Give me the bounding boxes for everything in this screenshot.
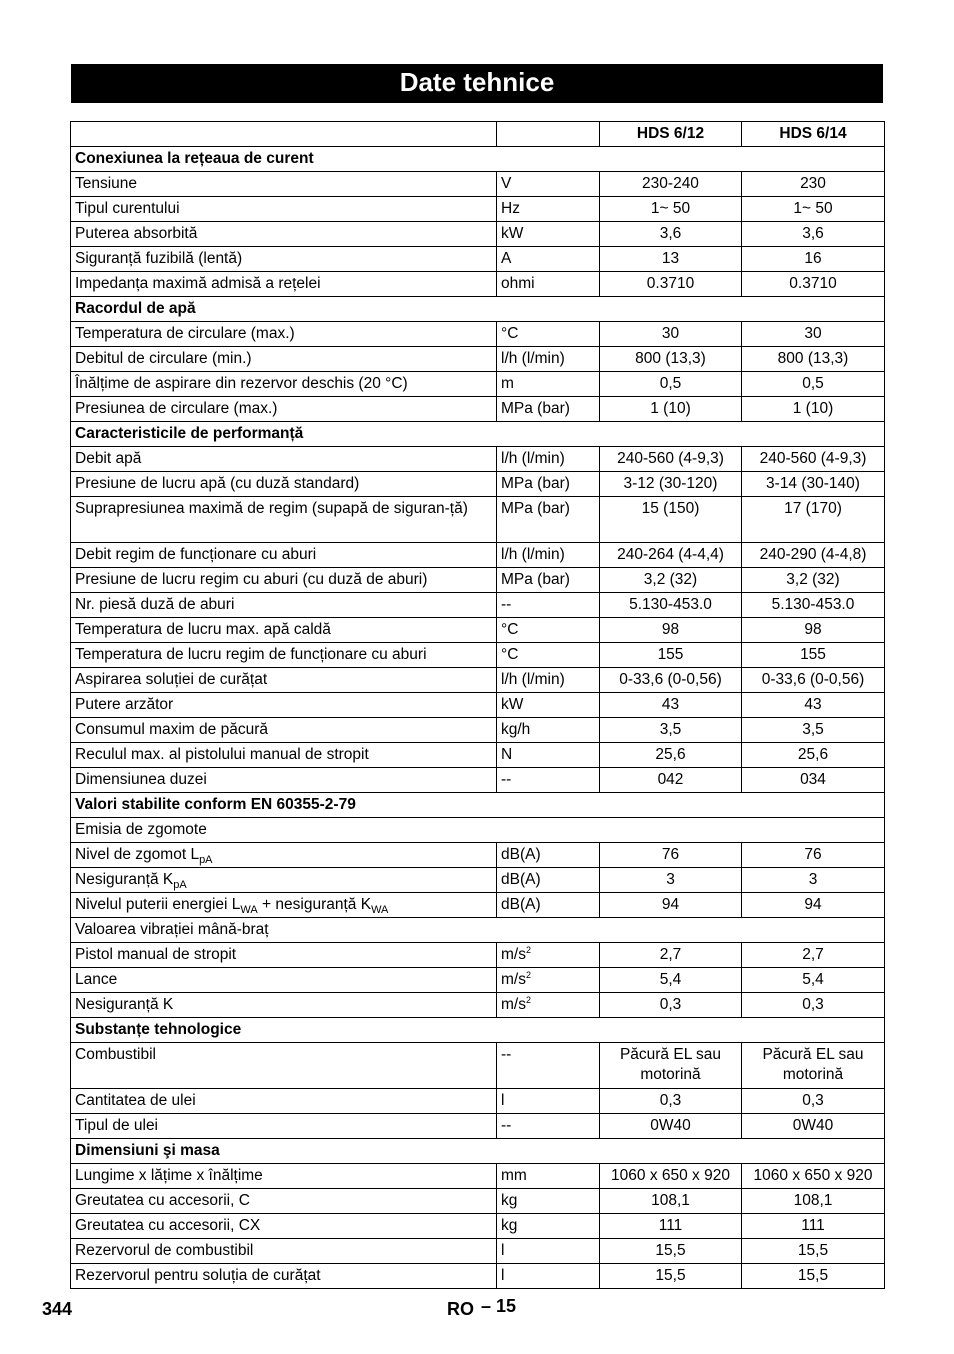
table-row <box>71 447 885 472</box>
parameter-name <box>71 868 497 893</box>
unit-label: °C <box>501 621 519 638</box>
section-title: Caracteristicile de performanță <box>71 422 885 447</box>
unit-cell <box>497 247 600 272</box>
value-hds-6-12: 240-560 (4-9,3) <box>600 447 742 472</box>
value-hds-6-14: 16 <box>742 247 885 272</box>
unit-label: kg <box>501 1192 518 1209</box>
unit-superscript: 2 <box>525 995 531 1005</box>
value-hds-6-12: 240-264 (4-4,4) <box>600 543 742 568</box>
value-hds-6-14: 0,3 <box>742 1089 885 1114</box>
parameter-label: Tensiune <box>75 175 138 192</box>
parameter-name <box>71 247 497 272</box>
value-hds-6-14: 034 <box>742 768 885 793</box>
parameter-name <box>71 1239 497 1264</box>
unit-cell <box>497 718 600 743</box>
unit-cell <box>497 768 600 793</box>
value-hds-6-14: 0W40 <box>742 1114 885 1139</box>
unit-label: -- <box>501 1117 512 1134</box>
unit-cell <box>497 543 600 568</box>
unit-label: °C <box>501 325 519 342</box>
table-row <box>71 993 885 1018</box>
parameter-name <box>71 1089 497 1114</box>
section-header-row <box>71 147 885 172</box>
parameter-label: Presiune de lucru apă (cu duză standard) <box>75 475 360 492</box>
table-row <box>71 1264 885 1289</box>
table-row <box>71 843 885 868</box>
value-hds-6-14: 5,4 <box>742 968 885 993</box>
table-row <box>71 472 885 497</box>
parameter-label: Reculul max. al pistolului manual de stropit <box>75 746 369 763</box>
parameter-name <box>71 593 497 618</box>
value-hds-6-12: 0,3 <box>600 1089 742 1114</box>
table-row <box>71 1043 885 1089</box>
parameter-name <box>71 497 497 543</box>
table-row <box>71 1089 885 1114</box>
unit-label: m/s <box>501 971 526 988</box>
table-row <box>71 197 885 222</box>
value-hds-6-12: 5.130-453.0 <box>600 593 742 618</box>
parameter-subscript: WA <box>240 904 258 916</box>
unit-label: MPa (bar) <box>501 571 570 588</box>
value-hds-6-14: 1~ 50 <box>742 197 885 222</box>
section-header-row <box>71 793 885 818</box>
parameter-label: Impedanța maximă admisă a rețelei <box>75 275 321 292</box>
unit-cell <box>497 993 600 1018</box>
parameter-name <box>71 768 497 793</box>
unit-cell <box>497 568 600 593</box>
parameter-label: Temperatura de circulare (max.) <box>75 325 295 342</box>
unit-label: Hz <box>501 200 520 217</box>
value-hds-6-14: 76 <box>742 843 885 868</box>
section-header-row <box>71 1139 885 1164</box>
table-row <box>71 743 885 768</box>
value-hds-6-12: 0.3710 <box>600 272 742 297</box>
parameter-name <box>71 843 497 868</box>
value-hds-6-12: 1 (10) <box>600 397 742 422</box>
parameter-name <box>71 693 497 718</box>
parameter-name <box>71 197 497 222</box>
unit-label: -- <box>501 1046 512 1063</box>
value-hds-6-14: 3,2 (32) <box>742 568 885 593</box>
value-hds-6-12: 76 <box>600 843 742 868</box>
table-row <box>71 247 885 272</box>
unit-label: m/s <box>501 996 526 1013</box>
value-hds-6-14: 3,6 <box>742 222 885 247</box>
value-hds-6-14: Păcură EL sau motorină <box>742 1043 885 1089</box>
value-hds-6-12: 108,1 <box>600 1189 742 1214</box>
header-model-hds-6-12: HDS 6/12 <box>600 122 742 147</box>
unit-cell <box>497 643 600 668</box>
parameter-label: Debit apă <box>75 450 142 467</box>
unit-cell <box>497 693 600 718</box>
value-hds-6-14: 0,5 <box>742 372 885 397</box>
value-hds-6-12: 15,5 <box>600 1264 742 1289</box>
value-hds-6-12: 0,5 <box>600 372 742 397</box>
table-row <box>71 768 885 793</box>
table-row <box>71 618 885 643</box>
table-row <box>71 497 885 543</box>
unit-cell <box>497 843 600 868</box>
parameter-name <box>71 1214 497 1239</box>
section-page-number: – 15 <box>481 1296 517 1316</box>
parameter-name <box>71 222 497 247</box>
parameter-label: Aspirarea soluției de curățat <box>75 671 268 688</box>
unit-label: -- <box>501 596 512 613</box>
unit-label: l <box>501 1092 505 1109</box>
unit-label: °C <box>501 646 519 663</box>
section-header-row <box>71 422 885 447</box>
unit-superscript: 2 <box>525 970 531 980</box>
parameter-name <box>71 718 497 743</box>
parameter-label-cont: + nesiguranță K <box>257 896 372 913</box>
parameter-name <box>71 993 497 1018</box>
parameter-name <box>71 272 497 297</box>
unit-cell <box>497 868 600 893</box>
section-header-row <box>71 297 885 322</box>
unit-cell <box>497 1089 600 1114</box>
parameter-label: Consumul maxim de păcură <box>75 721 268 738</box>
section-title: Dimensiuni şi masa <box>71 1139 885 1164</box>
unit-label: A <box>501 250 512 267</box>
value-hds-6-14: 230 <box>742 172 885 197</box>
unit-cell <box>497 322 600 347</box>
subsection-title: Emisia de zgomote <box>71 818 885 843</box>
value-hds-6-12: 94 <box>600 893 742 918</box>
table-row <box>71 668 885 693</box>
parameter-name <box>71 743 497 768</box>
value-hds-6-12: 3,6 <box>600 222 742 247</box>
unit-label: kW <box>501 225 524 242</box>
unit-cell <box>497 618 600 643</box>
table-row <box>71 893 885 918</box>
parameter-label: Înălțime de aspirare din rezervor deschis (20 °C) <box>75 375 408 392</box>
table-row <box>71 1214 885 1239</box>
unit-cell <box>497 222 600 247</box>
unit-cell <box>497 1189 600 1214</box>
unit-label: ohmi <box>501 275 535 292</box>
unit-label: -- <box>501 771 512 788</box>
parameter-label: Rezervorul pentru soluția de curățat <box>75 1267 321 1284</box>
parameter-label: Combustibil <box>75 1046 156 1063</box>
value-hds-6-14: 3-14 (30-140) <box>742 472 885 497</box>
page-number: 344 <box>42 1299 73 1319</box>
parameter-name <box>71 893 497 918</box>
value-hds-6-12: 25,6 <box>600 743 742 768</box>
unit-cell <box>497 1239 600 1264</box>
table-row <box>71 347 885 372</box>
unit-label: l <box>501 1242 505 1259</box>
table-row <box>71 593 885 618</box>
unit-cell <box>497 347 600 372</box>
value-hds-6-14: 15,5 <box>742 1264 885 1289</box>
table-row <box>71 643 885 668</box>
parameter-name <box>71 372 497 397</box>
parameter-label: Nr. piesă duză de aburi <box>75 596 235 613</box>
value-hds-6-14: 1 (10) <box>742 397 885 422</box>
value-hds-6-14: 108,1 <box>742 1189 885 1214</box>
table-row <box>71 372 885 397</box>
parameter-label: Nesiguranță K <box>75 871 174 888</box>
header-model-hds-6-14: HDS 6/14 <box>742 122 885 147</box>
parameter-label: Suprapresiunea maximă de regim (supapă de siguran-ță) <box>75 500 468 517</box>
value-hds-6-12: 800 (13,3) <box>600 347 742 372</box>
table-row <box>71 868 885 893</box>
table-row <box>71 1239 885 1264</box>
section-title: Valori stabilite conform EN 60355-2-79 <box>71 793 885 818</box>
unit-label: MPa (bar) <box>501 475 570 492</box>
parameter-label: Temperatura de lucru regim de funcționare cu aburi <box>75 646 427 663</box>
parameter-label: Lance <box>75 971 118 988</box>
parameter-label: Presiunea de circulare (max.) <box>75 400 278 417</box>
parameter-label: Debit regim de funcționare cu aburi <box>75 546 317 563</box>
unit-label: kW <box>501 696 524 713</box>
parameter-name <box>71 543 497 568</box>
section-title: Substanțe tehnologice <box>71 1018 885 1043</box>
table-header-row <box>71 122 885 147</box>
value-hds-6-14: 15,5 <box>742 1239 885 1264</box>
header-unit-cell <box>497 122 600 147</box>
value-hds-6-14: 155 <box>742 643 885 668</box>
parameter-label: Lungime x lățime x înălțime <box>75 1167 263 1184</box>
language-code: RO <box>447 1299 474 1319</box>
subsection-title: Valoarea vibrației mână-braț <box>71 918 885 943</box>
value-hds-6-12: 3-12 (30-120) <box>600 472 742 497</box>
parameter-name <box>71 968 497 993</box>
table-row <box>71 272 885 297</box>
parameter-name <box>71 322 497 347</box>
section-header-row <box>71 1018 885 1043</box>
table-row <box>71 718 885 743</box>
value-hds-6-14: 111 <box>742 1214 885 1239</box>
parameter-name <box>71 568 497 593</box>
parameter-name <box>71 1164 497 1189</box>
unit-label: kg/h <box>501 721 531 738</box>
unit-label: dB(A) <box>501 871 541 888</box>
parameter-label: Pistol manual de stropit <box>75 946 237 963</box>
unit-cell <box>497 497 600 543</box>
value-hds-6-12: 15,5 <box>600 1239 742 1264</box>
unit-cell <box>497 1114 600 1139</box>
value-hds-6-12: 042 <box>600 768 742 793</box>
unit-label: m/s <box>501 946 526 963</box>
value-hds-6-14: 98 <box>742 618 885 643</box>
unit-label: dB(A) <box>501 896 541 913</box>
value-hds-6-14: 240-290 (4-4,8) <box>742 543 885 568</box>
value-hds-6-14: 5.130-453.0 <box>742 593 885 618</box>
parameter-label: Greutatea cu accesorii, CX <box>75 1217 261 1234</box>
parameter-name <box>71 447 497 472</box>
value-hds-6-12: 230-240 <box>600 172 742 197</box>
technical-data-table <box>70 121 885 1289</box>
unit-cell <box>497 447 600 472</box>
parameter-name <box>71 347 497 372</box>
value-hds-6-14: 2,7 <box>742 943 885 968</box>
value-hds-6-12: 15 (150) <box>600 497 742 543</box>
table-row <box>71 172 885 197</box>
parameter-name <box>71 1114 497 1139</box>
value-hds-6-12: 1~ 50 <box>600 197 742 222</box>
parameter-label: Cantitatea de ulei <box>75 1092 196 1109</box>
unit-label: mm <box>501 1167 527 1184</box>
unit-cell <box>497 968 600 993</box>
parameter-subscript: WA <box>371 904 389 916</box>
unit-label: l/h (l/min) <box>501 546 565 563</box>
unit-cell <box>497 1214 600 1239</box>
unit-cell <box>497 943 600 968</box>
unit-cell <box>497 1043 600 1089</box>
unit-cell <box>497 743 600 768</box>
parameter-label: Tipul de ulei <box>75 1117 159 1134</box>
value-hds-6-12: 3 <box>600 868 742 893</box>
value-hds-6-14: 240-560 (4-9,3) <box>742 447 885 472</box>
page-title: Date tehnice <box>71 64 883 103</box>
unit-cell <box>497 172 600 197</box>
value-hds-6-12: Păcură EL sau motorină <box>600 1043 742 1089</box>
value-hds-6-12: 111 <box>600 1214 742 1239</box>
parameter-name <box>71 943 497 968</box>
parameter-label: Putere arzător <box>75 696 174 713</box>
parameter-name <box>71 1189 497 1214</box>
subsection-row <box>71 818 885 843</box>
unit-label: V <box>501 175 512 192</box>
section-title: Conexiunea la rețeaua de curent <box>71 147 885 172</box>
table-row <box>71 322 885 347</box>
unit-cell <box>497 1164 600 1189</box>
value-hds-6-14: 94 <box>742 893 885 918</box>
parameter-name <box>71 668 497 693</box>
parameter-label: Tipul curentului <box>75 200 180 217</box>
parameter-label: Nesiguranță K <box>75 996 174 1013</box>
value-hds-6-12: 155 <box>600 643 742 668</box>
parameter-label: Greutatea cu accesorii, C <box>75 1192 250 1209</box>
unit-cell <box>497 397 600 422</box>
unit-label: MPa (bar) <box>501 400 570 417</box>
value-hds-6-14: 3,5 <box>742 718 885 743</box>
value-hds-6-14: 0.3710 <box>742 272 885 297</box>
parameter-subscript: pA <box>173 879 187 891</box>
value-hds-6-12: 2,7 <box>600 943 742 968</box>
table-row <box>71 943 885 968</box>
value-hds-6-12: 1060 x 650 x 920 <box>600 1164 742 1189</box>
parameter-label: Nivel de zgomot L <box>75 846 200 863</box>
subsection-row <box>71 918 885 943</box>
parameter-subscript: pA <box>199 854 213 866</box>
unit-label: MPa (bar) <box>501 500 570 517</box>
parameter-label: Puterea absorbită <box>75 225 198 242</box>
unit-label: l/h (l/min) <box>501 671 565 688</box>
unit-superscript: 2 <box>525 945 531 955</box>
parameter-label: Rezervorul de combustibil <box>75 1242 254 1259</box>
table-row <box>71 1114 885 1139</box>
unit-cell <box>497 372 600 397</box>
unit-cell <box>497 272 600 297</box>
value-hds-6-14: 17 (170) <box>742 497 885 543</box>
parameter-label: Temperatura de lucru max. apă caldă <box>75 621 331 638</box>
unit-cell <box>497 593 600 618</box>
parameter-name <box>71 397 497 422</box>
unit-cell <box>497 472 600 497</box>
table-row <box>71 222 885 247</box>
value-hds-6-14: 0,3 <box>742 993 885 1018</box>
table-row <box>71 693 885 718</box>
parameter-label: Nivelul puterii energiei L <box>75 896 241 913</box>
parameter-label: Siguranță fuzibilă (lentă) <box>75 250 243 267</box>
parameter-label: Debitul de circulare (min.) <box>75 350 252 367</box>
value-hds-6-14: 30 <box>742 322 885 347</box>
unit-cell <box>497 197 600 222</box>
technical-data-body <box>71 122 885 1289</box>
table-row <box>71 568 885 593</box>
unit-label: l/h (l/min) <box>501 450 565 467</box>
value-hds-6-12: 43 <box>600 693 742 718</box>
table-row <box>71 397 885 422</box>
value-hds-6-12: 98 <box>600 618 742 643</box>
parameter-name <box>71 643 497 668</box>
value-hds-6-12: 0,3 <box>600 993 742 1018</box>
unit-label: l/h (l/min) <box>501 350 565 367</box>
header-label-cell <box>71 122 497 147</box>
parameter-name <box>71 172 497 197</box>
value-hds-6-12: 30 <box>600 322 742 347</box>
unit-label: kg <box>501 1217 518 1234</box>
value-hds-6-12: 0-33,6 (0-0,56) <box>600 668 742 693</box>
value-hds-6-14: 3 <box>742 868 885 893</box>
table-row <box>71 1189 885 1214</box>
unit-cell <box>497 893 600 918</box>
unit-label: dB(A) <box>501 846 541 863</box>
value-hds-6-12: 3,2 (32) <box>600 568 742 593</box>
value-hds-6-12: 5,4 <box>600 968 742 993</box>
table-row <box>71 1164 885 1189</box>
unit-cell <box>497 668 600 693</box>
unit-label: m <box>501 375 514 392</box>
unit-label: N <box>501 746 513 763</box>
parameter-name <box>71 1264 497 1289</box>
unit-label: l <box>501 1267 505 1284</box>
table-row <box>71 543 885 568</box>
parameter-label: Dimensiunea duzei <box>75 771 207 788</box>
section-title: Racordul de apă <box>71 297 885 322</box>
value-hds-6-14: 43 <box>742 693 885 718</box>
table-row <box>71 968 885 993</box>
value-hds-6-12: 0W40 <box>600 1114 742 1139</box>
parameter-name <box>71 472 497 497</box>
unit-cell <box>497 1264 600 1289</box>
value-hds-6-14: 1060 x 650 x 920 <box>742 1164 885 1189</box>
value-hds-6-14: 25,6 <box>742 743 885 768</box>
value-hds-6-14: 0-33,6 (0-0,56) <box>742 668 885 693</box>
parameter-name <box>71 1043 497 1089</box>
parameter-name <box>71 618 497 643</box>
value-hds-6-14: 800 (13,3) <box>742 347 885 372</box>
parameter-label: Presiune de lucru regim cu aburi (cu duză de aburi) <box>75 571 428 588</box>
value-hds-6-12: 13 <box>600 247 742 272</box>
value-hds-6-12: 3,5 <box>600 718 742 743</box>
